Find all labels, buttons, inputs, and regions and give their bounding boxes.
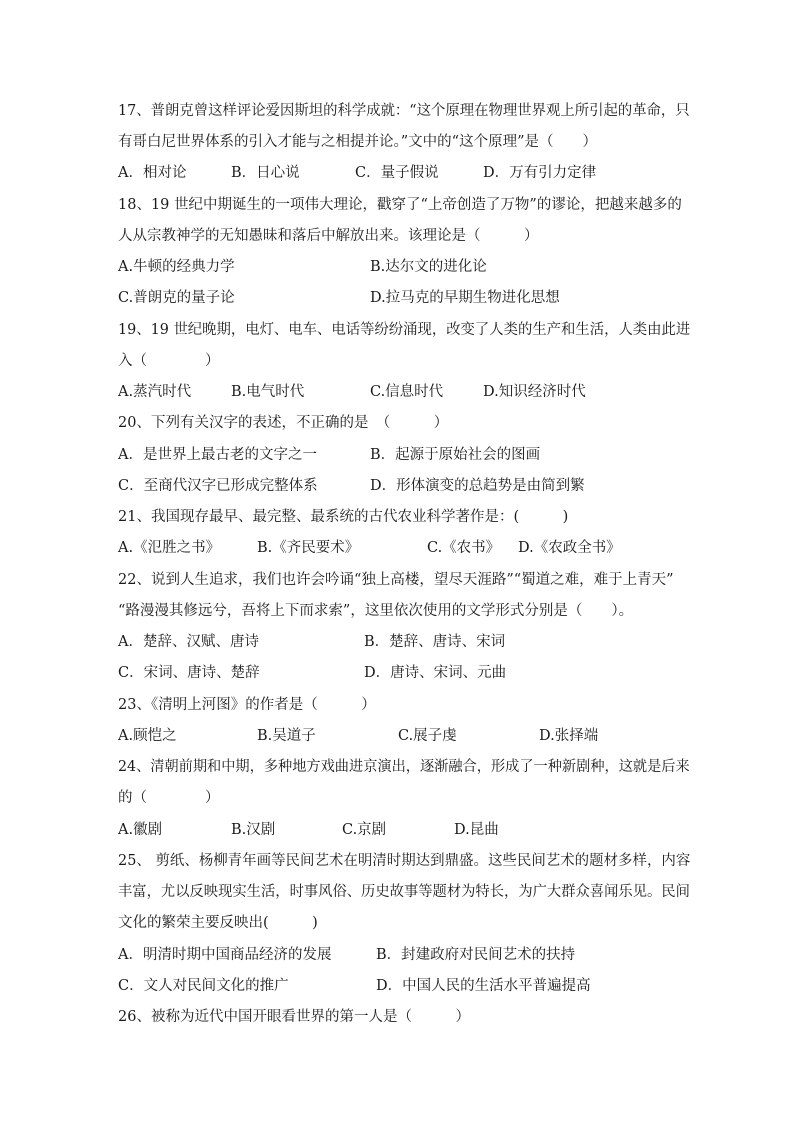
question-20-option-b: B．起源于原始社会的图画 (370, 447, 541, 463)
question-17-option-a: A．相对论 (118, 165, 187, 181)
question-23-option-d: D.张择端 (539, 728, 599, 744)
question-25-option-a: A．明清时期中国商品经济的发展 (118, 947, 332, 963)
question-17-option-b: B．日心说 (231, 165, 300, 181)
question-25-line-1: 25、 剪纸、杨柳青年画等民间艺术在明清时期达到鼎盛。这些民间艺术的题材多样，内容 (118, 853, 691, 869)
question-19-line-2: 入（ ） (118, 353, 220, 369)
question-25-line-3: 文化的繁荣主要反映出( ) (118, 915, 318, 931)
question-19-option-c: C.信息时代 (370, 384, 444, 400)
question-18-line-2: 人从宗教神学的无知愚昧和落后中解放出来。该理论是（ ） (118, 228, 539, 244)
question-21-option-c: C.《农书》 (427, 540, 501, 556)
question-22-option-a: A．楚辞、汉赋、唐诗 (118, 634, 259, 650)
question-21-line-1: 21、我国现存最早、最完整、最系统的古代农业科学著作是：( ) (118, 509, 569, 525)
question-24-line-1: 24、清朝前期和中期，多种地方戏曲进京演出，逐渐融合，形成了一种新剧种，这就是后来 (118, 759, 690, 775)
question-25-option-c: C．文人对民间文化的推广 (118, 978, 289, 994)
question-17-option-d: D．万有引力定律 (483, 165, 597, 181)
question-25-option-d: D．中国人民的生活水平普遍提高 (376, 978, 591, 994)
question-24-option-c: C.京剧 (342, 822, 387, 838)
question-17-option-c: C．量子假说 (355, 165, 439, 181)
question-18-option-b: B.达尔文的进化论 (370, 259, 487, 275)
question-18-line-1: 18、19 世纪中期诞生的一项伟大理论，戳穿了“上帝创造了万物”的谬论，把越来越多的 (118, 197, 682, 213)
question-21-option-a: A.《氾胜之书》 (118, 540, 221, 556)
question-17-line-2: 有哥白尼世界体系的引入才能与之相提并论。”文中的“这个原理”是（ ） (118, 134, 597, 150)
question-23-line-1: 23、《清明上河图》的作者是（ ） (118, 697, 376, 713)
question-24-line-2: 的（ ） (118, 790, 220, 806)
question-24-option-d: D.昆曲 (454, 822, 499, 838)
question-20-option-a: A．是世界上最古老的文字之一 (118, 447, 317, 463)
question-19-option-b: B.电气时代 (231, 384, 305, 400)
question-20-option-d: D．形体演变的总趋势是由简到繁 (370, 478, 585, 494)
question-20-line-1: 20、下列有关汉字的表述，不正确的是 （ ） (118, 415, 449, 431)
question-20-option-c: C．至商代汉字已形成完整体系 (118, 478, 318, 494)
question-21-option-d: D.《农政全书》 (518, 540, 621, 556)
question-22-option-b: B．楚辞、唐诗、宋词 (364, 634, 506, 650)
question-24-option-a: A.徽剧 (118, 822, 163, 838)
question-19-line-1: 19、19 世纪晚期，电灯、电车、电话等纷纷涌现，改变了人类的生产和生活，人类由此进 (118, 322, 691, 338)
question-26-line-1: 26、被称为近代中国开眼看世界的第一人是（ ） (118, 1009, 470, 1025)
question-18-option-d: D.拉马克的早期生物进化思想 (370, 290, 560, 306)
question-22-option-d: D．唐诗、宋词、元曲 (364, 665, 507, 681)
question-18-option-a: A.牛顿的经典力学 (118, 259, 235, 275)
question-17-line-1: 17、普朗克曾这样评论爱因斯坦的科学成就：“这个原理在物理世界观上所引起的革命，只 (118, 103, 690, 119)
question-24-option-b: B.汉剧 (231, 822, 276, 838)
question-23-option-a: A.顾恺之 (118, 728, 177, 744)
question-25-line-2: 丰富，尤以反映现实生活，时事风俗、历史故事等题材为特长，为广大群众喜闻乐见。民间 (118, 884, 690, 900)
question-19-option-a: A.蒸汽时代 (118, 384, 192, 400)
question-18-option-c: C.普朗克的量子论 (118, 290, 235, 306)
question-23-option-b: B.吴道子 (257, 728, 316, 744)
question-23-option-c: C.展子虔 (398, 728, 457, 744)
question-25-option-b: B．封建政府对民间艺术的扶持 (376, 947, 576, 963)
question-22-line-2: “路漫漫其修远兮，吾将上下而求索”，这里依次使用的文学形式分别是（ ）。 (118, 603, 634, 619)
question-22-line-1: 22、说到人生追求，我们也许会吟诵“独上高楼，望尽天涯路”“蜀道之难，难于上青天” (118, 572, 674, 588)
question-22-option-c: C．宋词、唐诗、楚辞 (118, 665, 260, 681)
question-21-option-b: B.《齐民要术》 (257, 540, 360, 556)
question-19-option-d: D.知识经济时代 (483, 384, 586, 400)
